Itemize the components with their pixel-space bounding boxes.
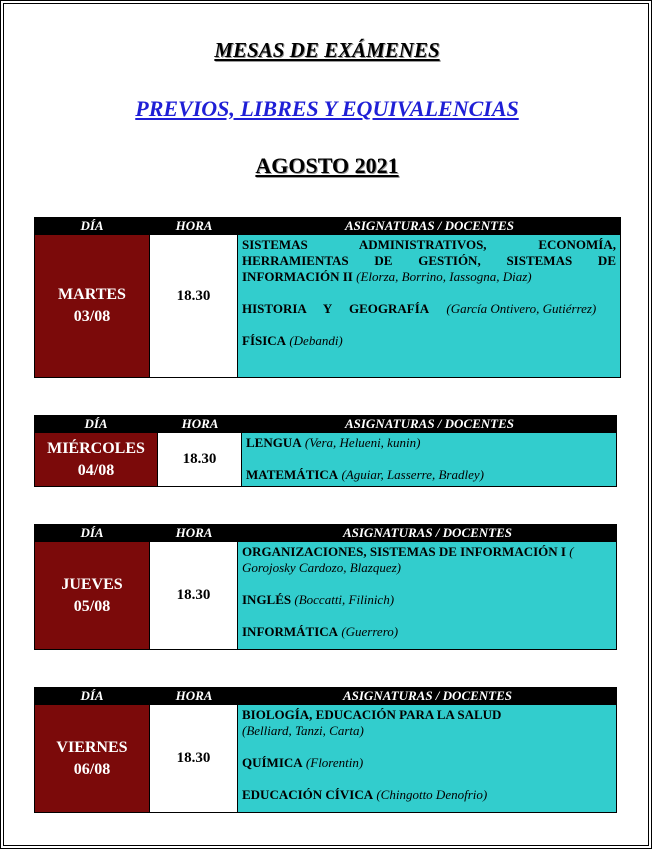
header-hour: HORA xyxy=(181,416,219,431)
header-subjects: ASIGNATURAS / DOCENTES xyxy=(344,416,515,431)
header-day: DÍA xyxy=(80,525,104,540)
header-day: DÍA xyxy=(80,688,104,703)
table-header xyxy=(34,415,617,432)
table-header xyxy=(34,687,617,704)
header-subjects: ASIGNATURAS / DOCENTES xyxy=(342,525,513,540)
subject-item: LENGUA (Vera, Helueni, kunin) xyxy=(246,435,421,450)
header-hour: HORA xyxy=(175,525,213,540)
day-name: MARTES xyxy=(58,286,126,303)
day-name: MIÉRCOLES xyxy=(47,439,145,457)
subjects-cell xyxy=(238,704,617,813)
header-subjects: ASIGNATURAS / DOCENTES xyxy=(344,218,515,233)
hour-cell: 18.30 xyxy=(150,704,238,813)
day-date: 03/08 xyxy=(73,308,111,325)
header-hour: HORA xyxy=(175,688,213,703)
day-name: JUEVES xyxy=(61,575,123,593)
hour-cell: 18.30 xyxy=(150,541,238,650)
header-hour: HORA xyxy=(175,218,213,233)
day-cell xyxy=(34,541,150,650)
subject-item: EDUCACIÓN CÍVICA (Chingotto Denofrio) xyxy=(242,787,488,802)
schedule-table-viernes xyxy=(34,687,617,813)
subject-item: INFORMÁTICA (Guerrero) xyxy=(242,624,399,639)
header-day: DÍA xyxy=(80,218,104,233)
table-header xyxy=(34,217,621,234)
schedule-table-jueves xyxy=(34,524,617,650)
day-date: 05/08 xyxy=(73,597,111,615)
subject-item: HISTORIA Y GEOGRAFÍA (García Ontivero, Gutiérrez) xyxy=(242,301,597,316)
hour-cell: 18.30 xyxy=(158,432,242,487)
table-header xyxy=(34,524,617,541)
subject-item: ORGANIZACIONES, SISTEMAS DE INFORMACIÓN I ( Gorojosky Cardozo, Blazquez) xyxy=(242,544,574,575)
schedule-table-miercoles xyxy=(34,415,617,487)
header-subjects: ASIGNATURAS / DOCENTES xyxy=(342,688,513,703)
hour-cell: 18.30 xyxy=(150,234,238,378)
subject-item: FÍSICA (Debandi) xyxy=(242,333,343,348)
day-date: 04/08 xyxy=(77,461,115,479)
page-subtitle: PREVIOS, LIBRES Y EQUIVALENCIAS xyxy=(135,96,519,121)
day-cell xyxy=(34,704,150,813)
day-date: 06/08 xyxy=(73,760,111,778)
page-title: MESAS DE EXÁMENES xyxy=(214,38,440,62)
day-cell xyxy=(34,432,158,487)
period-title: AGOSTO 2021 xyxy=(255,153,399,178)
subject-item: INGLÉS (Boccatti, Filinich) xyxy=(242,592,395,607)
header-day: DÍA xyxy=(84,416,108,431)
day-name: VIERNES xyxy=(56,738,128,756)
subject-item: MATEMÁTICA (Aguiar, Lasserre, Bradley) xyxy=(246,467,484,482)
subjects-cell xyxy=(238,234,621,378)
day-cell xyxy=(34,234,150,378)
subject-item: QUÍMICA (Florentin) xyxy=(242,755,364,770)
subject-item: BIOLOGÍA, EDUCACIÓN PARA LA SALUD (Belliard, Tanzi, Carta) xyxy=(242,707,502,738)
subjects-cell xyxy=(242,432,617,487)
subject-item: SISTEMAS ADMINISTRATIVOS, ECONOMÍA, HERRAMIENTAS DE GESTIÓN, SISTEMAS DE INFORMACIÓN II (Elorza, Borrino, Iassogna, Diaz) xyxy=(242,237,616,284)
schedule-table-martes xyxy=(34,217,621,378)
subjects-cell xyxy=(238,541,617,650)
